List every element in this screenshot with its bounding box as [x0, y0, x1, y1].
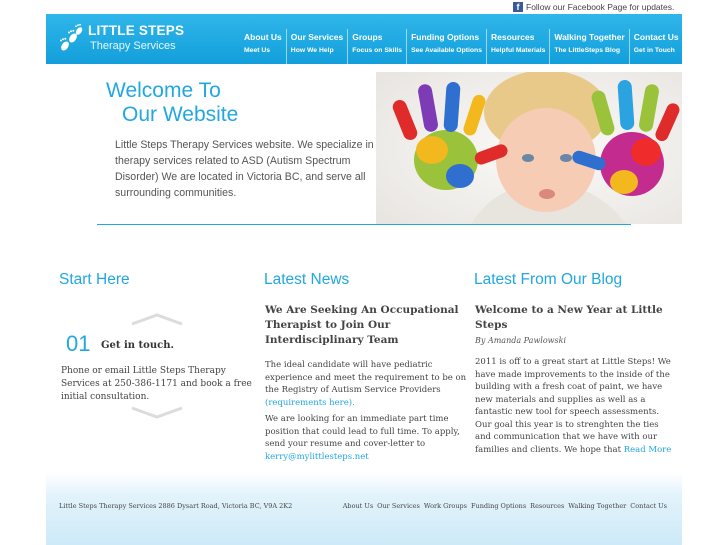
nav-sub-label[interactable]: See Available Options	[411, 47, 482, 54]
footer-link-contact-us[interactable]: Contact Us	[630, 502, 667, 510]
nav-our-services[interactable]	[286, 29, 347, 69]
site-header	[46, 14, 682, 64]
blog-headline[interactable]: Welcome to a New Year at Little Steps	[475, 304, 663, 331]
divider-line	[97, 224, 631, 225]
latest-blog-title: Latest From Our Blog	[474, 271, 623, 288]
logo-title[interactable]: LITTLE STEPS	[88, 23, 185, 38]
site-footer	[46, 473, 682, 545]
footer-link-about-us[interactable]: About Us	[342, 502, 374, 510]
step-text: Phone or email Little Steps Therapy Services at 250-386-1171 and book a free initial consultation.	[61, 366, 252, 402]
top-bar	[0, 0, 727, 14]
welcome-title-line2: Our Website	[122, 103, 239, 126]
child-painted-hands-illustration	[376, 72, 682, 224]
footer-link-walking-together[interactable]: Walking Together	[568, 502, 627, 510]
nav-groups[interactable]	[347, 29, 406, 69]
news-headline[interactable]: We Are Seeking An Occupational Therapist to Join Our Interdisciplinary Team	[265, 304, 459, 346]
chevron-down-icon[interactable]	[130, 406, 184, 420]
nav-walking-together[interactable]	[549, 29, 628, 69]
blog-text-body: 2011 is off to a great start at Little Steps! We have made improvements to the inside of the building with a fresh coat of paint, we have new materials and supplies as well as a fantastic new tool for speech assessments. Our goal this year is to strenghten the ties and communication that we have with our families and clients. We hope that	[475, 357, 671, 455]
footer-link-funding-options[interactable]: Funding Options	[471, 502, 527, 510]
nav-main-label[interactable]: Contact Us	[633, 32, 679, 42]
nav-sub-label[interactable]: Focus on Skills	[352, 47, 403, 54]
nav-sub-label[interactable]: How We Help	[290, 47, 334, 54]
main-nav	[240, 29, 683, 69]
news-paragraph-1-text: The ideal candidate will have pediatric experience and meet the requirement to be on the Registry of Autism Service Providers	[265, 360, 467, 395]
footsteps-logo-icon[interactable]	[58, 22, 84, 54]
nav-sub-label[interactable]: The LittleSteps Blog	[554, 47, 621, 54]
latest-news-title: Latest News	[264, 271, 350, 288]
welcome-text: Little Steps Therapy Services website. We specialize in therapy services related to ASD (Autism Spectrum Disorder) We are located in Victoria BC, and serve all surrounding communities.	[115, 139, 374, 199]
email-link[interactable]: kerry@mylittlesteps.net	[265, 451, 369, 462]
hero-image	[376, 72, 682, 224]
footer-address: Little Steps Therapy Services 2886 Dysart Road, Victoria BC, V9A 2K2	[59, 502, 293, 510]
welcome-title	[106, 79, 238, 127]
footer-link-resources[interactable]: Resources	[530, 502, 565, 510]
news-paragraph-2	[265, 413, 470, 463]
nav-main-label[interactable]: Walking Together	[554, 32, 625, 42]
requirements-link[interactable]: (requirements here).	[265, 397, 355, 408]
news-paragraph-2-text: We are looking for an immediate part time position that could lead to full time. To apply, send your resume and cover-letter to	[265, 414, 460, 449]
logo-subtitle[interactable]: Therapy Services	[90, 40, 176, 52]
blog-text	[475, 356, 675, 456]
nav-resources[interactable]	[486, 29, 549, 69]
nav-sub-label[interactable]: Get in Touch	[633, 47, 675, 54]
nav-main-label[interactable]: Resources	[490, 32, 535, 42]
chevron-up-icon[interactable]	[130, 312, 184, 326]
nav-contact-us[interactable]	[629, 29, 683, 69]
facebook-icon[interactable]: f	[513, 2, 523, 12]
nav-about-us[interactable]	[240, 29, 286, 69]
nav-main-label[interactable]: Funding Options	[411, 32, 480, 42]
news-paragraph-1	[265, 359, 470, 409]
nav-sub-label[interactable]: Meet Us	[244, 47, 271, 54]
footer-link-our-services[interactable]: Our Services	[377, 502, 420, 510]
start-here-title: Start Here	[59, 271, 130, 288]
footer-nav	[343, 502, 667, 510]
nav-main-label[interactable]: About Us	[244, 32, 282, 42]
footer-link-work-groups[interactable]: Work Groups	[423, 502, 468, 510]
nav-main-label[interactable]: Our Services	[290, 32, 344, 42]
welcome-title-line1: Welcome To	[106, 79, 221, 102]
read-more-link[interactable]: Read More	[623, 444, 672, 455]
blog-author: By Amanda Pawlowski	[475, 336, 567, 345]
nav-funding-options[interactable]	[406, 29, 486, 69]
nav-main-label[interactable]: Groups	[352, 32, 383, 42]
nav-sub-label[interactable]: Helpful Materials	[490, 47, 546, 54]
step-number: 01	[66, 331, 91, 356]
step-label: Get in touch.	[101, 340, 174, 351]
facebook-follow-link[interactable]: Follow our Facebook Page for updates.	[526, 2, 675, 12]
